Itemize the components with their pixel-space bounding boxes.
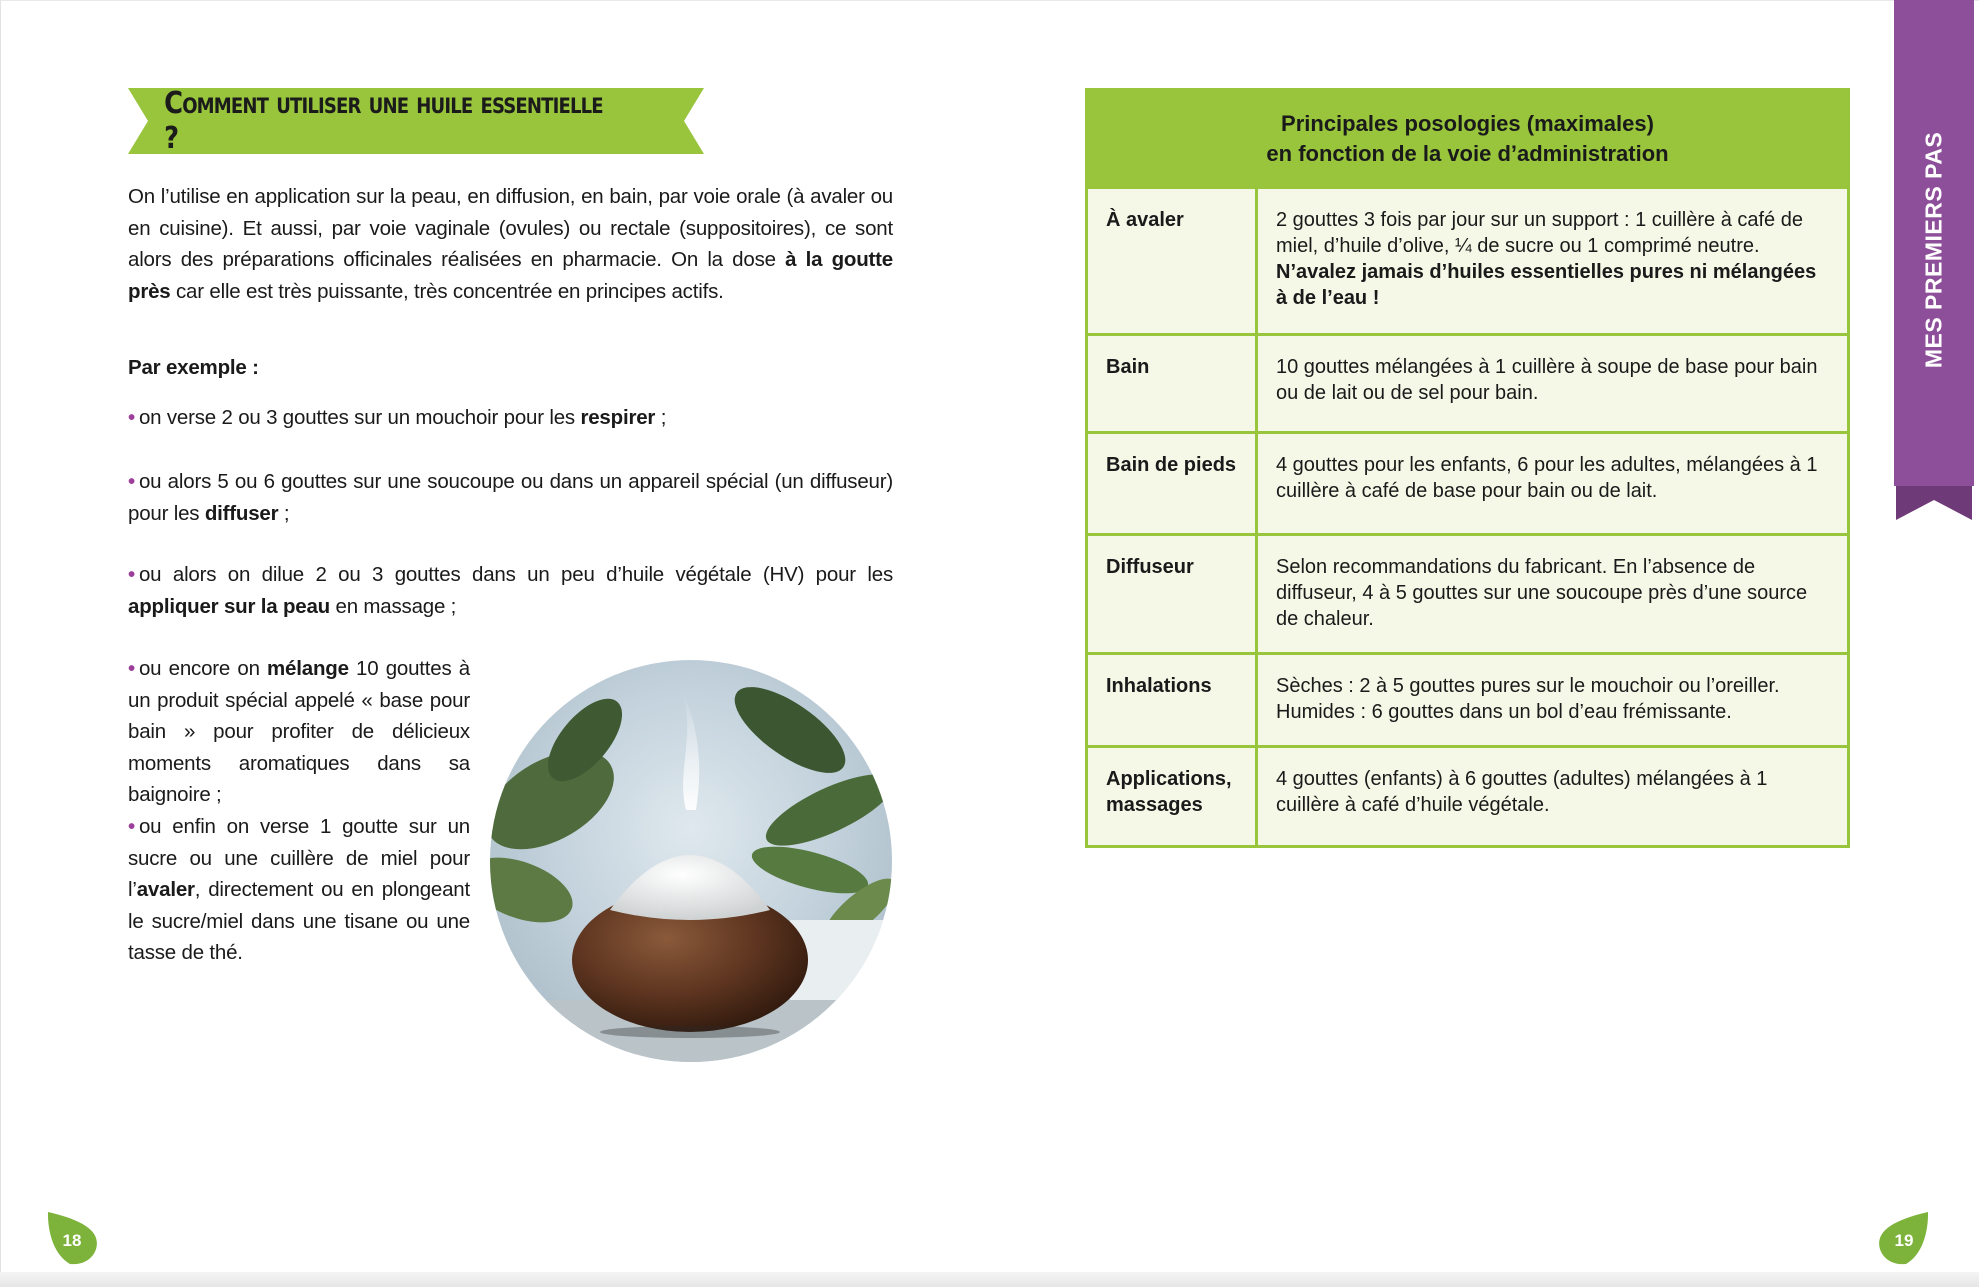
intro-paragraph: On l’utilise en application sur la peau, en diffusion, en bain, par voie orale (à avaler ou en cuisine). Et aussi, par voie vaginale (ovules) ou rectale (suppositoires), ce sont alors des préparations officinales réalisées en pharmacie. On la dose à la goutte près car elle est très puissante, très concentrée en principes actifs. — [128, 185, 894, 303]
row-label: Applications, massages — [1088, 748, 1258, 845]
list-item: • on verse 2 ou 3 gouttes sur un mouchoir pour les respirer ; — [128, 406, 667, 429]
row-content: Selon recommandations du fabricant. En l’absence de diffuseur, 4 à 5 gouttes sur une soucoupe près d’une source de chaleur. — [1276, 556, 1808, 630]
diffuser-illustration — [490, 660, 892, 1062]
row-label: Bain de pieds — [1088, 434, 1258, 533]
table-row — [1088, 333, 1847, 431]
table-title-line1: Principales posologies (maximales) — [1281, 110, 1654, 136]
row-content: 4 gouttes (enfants) à 6 gouttes (adultes) mélangées à 1 cuillère à café d’huile végétale. — [1276, 768, 1768, 816]
diffuser-photo — [490, 660, 892, 1062]
row-label: Inhalations — [1088, 655, 1258, 745]
example-label: Par exemple : — [128, 356, 259, 379]
table-title-line2: en fonction de la voie d’administration — [1266, 140, 1669, 166]
table-row — [1088, 186, 1847, 333]
table-row — [1088, 652, 1847, 745]
row-label: Bain — [1088, 336, 1258, 431]
list-item: • ou alors on dilue 2 ou 3 gouttes dans un peu d’huile végétale (HV) pour les appliquer sur la peau en massage ; — [128, 563, 893, 618]
list-item: • ou enfin on verse 1 goutte sur un sucre ou une cuillère de miel pour l’avaler, directement ou en plongeant le sucre/miel dans une tisane ou une tasse de thé. — [128, 815, 470, 964]
page-number-right: 19 — [1876, 1210, 1932, 1266]
row-content: 4 gouttes pour les enfants, 6 pour les adultes, mélangées à 1 cuillère à café de base pour bain ou de lait. — [1276, 454, 1818, 502]
row-label: À avaler — [1088, 189, 1258, 333]
chapter-tab — [1894, 0, 1974, 520]
dosage-table — [1085, 88, 1850, 848]
chapter-tab-label: MES PREMIERS PAS — [1920, 131, 1947, 369]
page-number-left: 18 — [44, 1210, 100, 1266]
page-bottom-edge — [0, 1272, 1979, 1287]
section-heading-ribbon — [128, 88, 704, 154]
section-heading: Comment utiliser une huile essentielle ? — [164, 86, 603, 156]
table-row — [1088, 745, 1847, 845]
table-row — [1088, 533, 1847, 652]
table-title — [1088, 91, 1847, 186]
row-content: 10 gouttes mélangées à 1 cuillère à soupe de base pour bain ou de lait ou de sel pour bain. — [1276, 356, 1818, 404]
row-content: Sèches : 2 à 5 gouttes pures sur le mouchoir ou l’oreiller. Humides : 6 gouttes dans un bol d’eau frémissante. — [1276, 675, 1780, 723]
row-content: 2 gouttes 3 fois par jour sur un support : 1 cuillère à café de miel, d’huile d’olive, ¼ de sucre ou 1 comprimé neutre. N’avalez jamais d’huiles essentielles pures ni mélangées à de l’eau ! — [1276, 209, 1817, 309]
table-row — [1088, 431, 1847, 533]
list-item: • ou alors 5 ou 6 gouttes sur une soucoupe ou dans un appareil spécial (un diffuseur) pour les diffuser ; — [128, 470, 893, 525]
row-label: Diffuseur — [1088, 536, 1258, 652]
list-item: • ou encore on mélange 10 gouttes à un produit spécial appelé « base pour bain » pour profiter de délicieux moments aromatiques dans sa baignoire ; — [128, 657, 470, 806]
